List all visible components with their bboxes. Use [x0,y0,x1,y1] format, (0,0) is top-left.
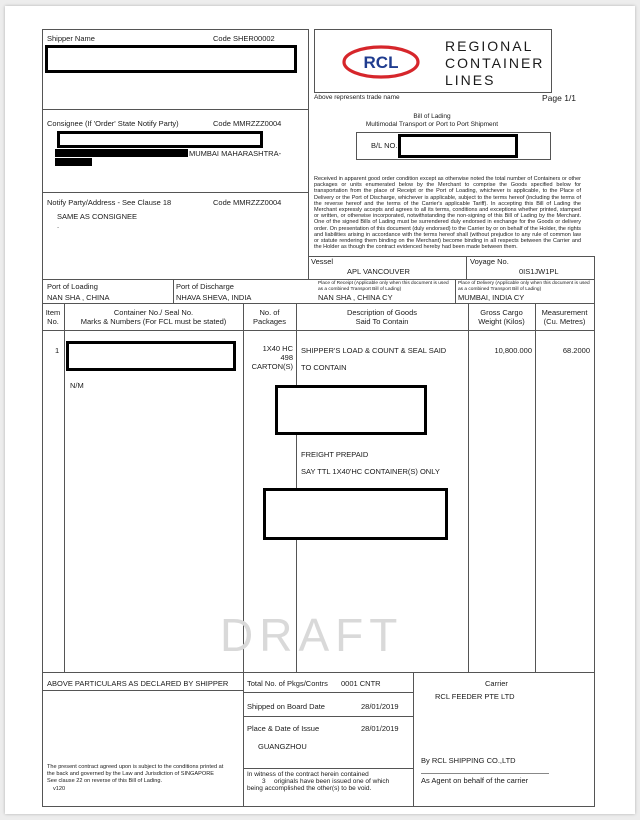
consignee-bottom-line [42,192,308,193]
col-container-line2: Marks & Numbers (For FCL must be stated) [80,317,227,326]
shipper-redaction [45,45,297,73]
col-description-line2: Said To Contain [355,317,409,326]
notify-mark: . [57,221,60,230]
shipper-bottom-line [42,109,308,110]
col-divider-description [468,303,469,672]
cargo-marks: N/M [70,381,84,390]
port-discharge-label: Port of Discharge [176,282,234,291]
contract-line3: See clause 22 on reverse of this Bill of Lading. [47,778,163,784]
ports-top-line [42,279,595,280]
vessel-value: APL VANCOUVER [347,267,410,276]
agent-line: As Agent on behalf of the carrier [421,776,529,785]
issue-place: GUANGZHOU [258,742,307,751]
place-delivery-value: MUMBAI, INDIA CY [458,293,525,302]
freight-terms: FREIGHT PREPAID [301,450,369,459]
col-packages-line2: Packages [253,317,286,326]
goods-detail-redaction [263,488,448,540]
witness-line3: being accomplished the other(s) to be void. [247,785,372,792]
cargo-description-line2: TO CONTAIN [301,363,347,372]
signed-by: By RCL SHIPPING CO.,LTD [421,756,516,765]
total-packages-value: 0001 CNTR [341,679,381,688]
vessel-divider [466,256,467,279]
bl-title: Bill of Lading [413,113,451,120]
col-item-line2: No. [47,317,59,326]
bl-number-redaction [398,134,518,158]
signature-line [421,773,549,774]
form-version: v120 [53,786,66,792]
page-number: Page 1/1 [542,93,577,103]
carrier-name-line1: REGIONAL [445,38,534,54]
issue-date: 28/01/2019 [361,724,399,733]
rcl-logo-text: RCL [363,53,399,72]
footer-onboard-line [243,716,413,717]
container-number-redaction [66,341,236,371]
draft-watermark: DRAFT [220,609,404,661]
col-packages-line1: No. of [259,308,280,317]
carrier-value: RCL FEEDER PTE LTD [435,692,515,701]
col-weight-line2: Weight (Kilos) [478,317,525,326]
footer-top-line [42,672,595,673]
onboard-date-value: 28/01/2019 [361,702,399,711]
terms-paragraph: Received in apparent good order condition except as otherwise noted the total number of Containers or other packages or units enumerated below by the Merchant to comprise the Goods specified below for transportation from the place of Receipt or the Port of Loading, whichever is applicable, to the Place of Delivery or the Port of Discharge, whichever is applicable, subject to the terms hereof (including the terms of the reverse hereof and the terms of the Carrier's applicable Tariff). In accepting this Bill of Lading the Merchant expressly accepts and agrees to all its terms, conditions and exceptions whether printed, stamped or written, or otherwise incorporated, notwithstanding the non-signing of this Bill of Lading by the Merchant. One of the signed Bills of Lading must be surrendered duly endorsed in exchange for the Goods or delivery order. On presentation of this document (duly endorsed) to the Carrier by or on behalf of the Holder, the rights and liabilities arising in accordance with the terms hereof shall (without prejudice to any rule of common law or statute rendering them binding on the Merchant) become binding in all respects between the Carrier and the Holder as though the contract evidenced hereby had been made between them. [314,176,581,251]
contract-line1: The present contract agreed upon is subject to the conditions printed at [47,764,224,770]
vessel-label: Vessel [311,257,334,266]
carrier-logo-box [314,29,552,93]
footer-total-line [243,692,413,693]
footer-particulars-line [42,690,243,691]
col-divider-item [64,303,65,672]
consignee-redaction-3 [55,158,92,166]
witness-line2: originals have been issued one of which [274,778,390,785]
col-measurement-line1: Measurement [541,308,588,317]
notify-label: Notify Party/Address - See Clause 18 [47,198,172,207]
shipper-code: Code SHER00002 [213,34,275,43]
cargo-item-no: 1 [55,346,60,355]
trade-name-note: Above represents trade name [314,94,400,101]
onboard-date-label: Shipped on Board Date [247,702,325,711]
say-total: SAY TTL 1X40'HC CONTAINER(S) ONLY [301,467,440,476]
col-measurement-line2: (Cu. Metres) [543,317,586,326]
cargo-weight: 10,800.000 [494,346,532,355]
carrier-name-line2: CONTAINER [445,55,545,71]
consignee-code: Code MMRZZZ0004 [213,119,282,128]
place-receipt-value: NAN SHA , CHINA CY [318,293,393,302]
contract-line2: the back and governed by the Law and Jurisdiction of SINGAPORE [47,771,214,777]
cargo-header-line [42,330,595,331]
shipper-label: Shipper Name [47,34,95,43]
col-container-line1: Container No./ Seal No. [113,308,194,317]
col-item-line1: Item [45,308,61,317]
voyage-label: Voyage No. [470,257,509,266]
bl-subtitle: Multimodal Transport or Port to Port Shipment [365,121,499,128]
port-loading-label: Port of Loading [47,282,98,291]
port-discharge-value: NHAVA SHEVA, INDIA [176,293,252,302]
cargo-measurement: 68.2000 [562,346,590,355]
frame-right [594,256,595,807]
footer-issue-line [243,768,413,769]
vessel-top-line [308,256,595,257]
place-delivery-label: Place of Delivery (Applicable only when this document is used as a combined Transport Bill of Lading) [458,281,590,292]
frame-bottom [42,806,595,807]
cargo-packages-line2: 498 [280,353,293,362]
carrier-name-line3: LINES [445,72,496,88]
cargo-packages-line3: CARTON(S) [251,362,293,371]
consignee-label: Consignee (If 'Order' State Notify Party) [47,119,179,128]
witness-line1: In witness of the contract herein contained [247,771,369,778]
carrier-label: Carrier [485,679,508,688]
col-description-line1: Description of Goods [346,308,418,317]
notify-code: Code MMRZZZ0004 [213,198,282,207]
notify-value: SAME AS CONSIGNEE [57,212,138,221]
frame-top-left [42,29,308,30]
ports-divider-1 [173,279,174,303]
bill-of-lading-sheet [5,6,635,814]
consignee-redaction [57,131,263,148]
goods-description-redaction [275,385,427,435]
issue-label: Place & Date of Issue [247,724,320,733]
bl-number-label: B/L NO. [371,141,398,150]
consignee-city: MUMBAI MAHARASHTRA- [189,149,282,158]
total-packages-label: Total No. of Pkgs/Contrs [247,679,328,688]
place-receipt-label: Place of Receipt (Applicable only when this document is used as a combined Transport Bill of Lading) [318,281,449,292]
voyage-value: 0IS1JW1PL [519,267,559,276]
top-divider [308,29,309,279]
cargo-description-line1: SHIPPER'S LOAD & COUNT & SEAL SAID [301,346,447,355]
particulars-declared: ABOVE PARTICULARS AS DECLARED BY SHIPPER [47,679,229,688]
witness-count: 3 [262,778,266,785]
ports-divider-3 [455,279,456,303]
port-loading-value: NAN SHA , CHINA [47,293,110,302]
footer-divider-2 [413,672,414,807]
consignee-redaction-2 [55,149,188,157]
rcl-logo-icon [341,42,421,82]
col-weight-line1: Gross Cargo [480,308,523,317]
col-divider-weight [535,303,536,672]
cargo-top-line [42,303,595,304]
cargo-packages-line1: 1X40 HC [262,344,293,353]
